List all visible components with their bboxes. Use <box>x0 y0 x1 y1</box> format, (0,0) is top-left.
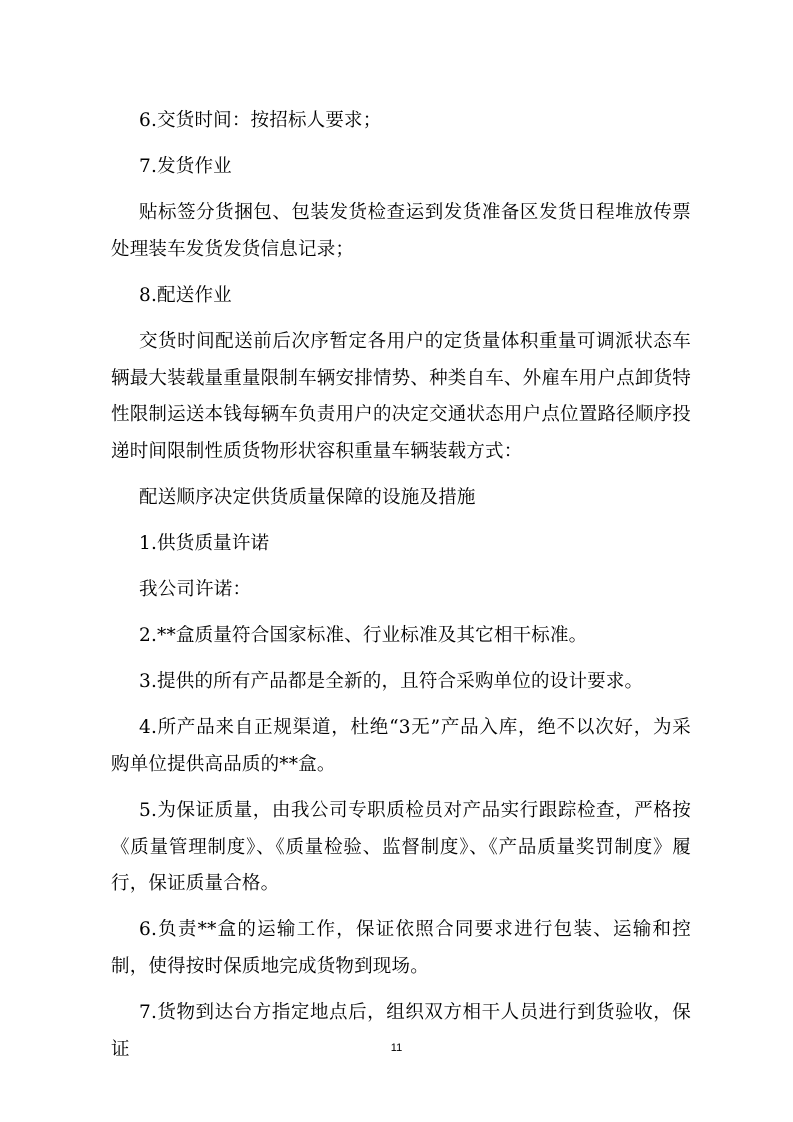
paragraph-standards: 2.**盒质量符合国家标准、行业标准及其它相干标准。 <box>139 625 588 647</box>
paragraph-quality-inspection: 5.为保证质量，由我公司专职质检员对产品实行跟踪检查，严格按《质量管理制度》、《质量检验、监督制度》、《产品质量奖罚制度》履行，保证质量合格。 <box>111 799 691 895</box>
paragraph-quality-promise-heading: 1.供货质量许诺 <box>139 533 270 555</box>
paragraph-transport: 6.负责**盒的运输工作，保证依照合同要求进行包装、运输和控制，使得按时保质地完成货物到现场。 <box>111 919 691 978</box>
paragraph-delivery-time: 6.交货时间：按招标人要求； <box>139 110 382 131</box>
paragraph-distribution-heading: 8.配送作业 <box>139 284 232 306</box>
paragraph-distribution-details: 交货时间配送前后次序暂定各用户的定货量体积重量可调派状态车辆最大装载量重量限制车辆安排情势、种类自车、外雇车用户点卸货特性限制运送本钱每辆车负责用户的决定交通状态用户点位置路径顺序投递时间限制性质货物形状容积重量车辆装载方式： <box>111 330 691 463</box>
paragraph-product-source: 4.所产品来自正规渠道，杜绝“3无”产品入库，绝不以次好，为采购单位提供高品质的**盒。 <box>111 717 691 775</box>
paragraph-shipping-heading: 7.发货作业 <box>139 155 232 177</box>
page-number: 11 <box>390 1042 403 1054</box>
paragraph-quality-measures-heading: 配送顺序决定供货质量保障的设施及措施 <box>139 487 476 509</box>
document-body <box>111 103 691 1078</box>
paragraph-new-products: 3.提供的所有产品都是全新的，且符合采购单位的设计要求。 <box>139 671 644 693</box>
paragraph-company-promise: 我公司许诺： <box>139 579 252 601</box>
paragraph-acceptance: 7.货物到达台方指定地点后，组织双方相干人员进行到货验收，保证 <box>111 1002 691 1060</box>
paragraph-shipping-steps: 贴标签分货捆包、包装发货检查运到发货准备区发货日程堆放传票处理装车发货发货信息记录； <box>111 201 691 260</box>
